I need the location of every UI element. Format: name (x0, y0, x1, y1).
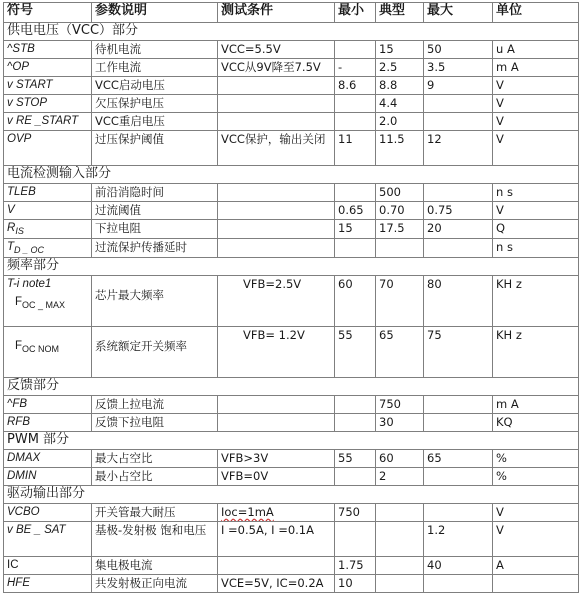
condition-cell (218, 557, 335, 575)
condition-cell (218, 113, 335, 131)
max-cell: 12 (424, 131, 493, 166)
description-cell: VCC启动电压 (92, 77, 218, 95)
table-row (4, 113, 579, 131)
max-cell: 75 (424, 327, 493, 378)
table-row (4, 202, 579, 220)
unit-cell: KH z (493, 327, 579, 378)
description-cell: 反馈上拉电流 (92, 396, 218, 414)
typ-cell (376, 575, 424, 593)
header-max: 最大 (424, 3, 493, 23)
max-cell (424, 396, 493, 414)
max-cell (424, 504, 493, 522)
description-cell: 芯片最大频率 (92, 276, 218, 327)
symbol-subscript: OC _ MAX (22, 300, 66, 310)
min-cell: 11 (335, 131, 376, 166)
section-pwm: PWM 部分 (4, 432, 579, 450)
condition-cell (218, 77, 335, 95)
table-row (4, 522, 579, 557)
max-cell (424, 184, 493, 202)
typ-cell (376, 522, 424, 557)
min-cell: 15 (335, 220, 376, 239)
symbol-main: T (7, 241, 15, 253)
unit-cell: V (493, 131, 579, 166)
symbol-cell: VCBO (4, 504, 92, 522)
typ-cell: 2.0 (376, 113, 424, 131)
symbol-cell: OVP (4, 131, 92, 166)
max-cell (424, 95, 493, 113)
max-cell: 80 (424, 276, 493, 327)
unit-cell: V (493, 113, 579, 131)
unit-cell: KH z (493, 276, 579, 327)
description-cell: 待机电流 (92, 41, 218, 59)
description-cell: 过流保护传播延时 (92, 239, 218, 258)
symbol-cell: ^OP (4, 59, 92, 77)
symbol-subscript: IS (15, 226, 24, 236)
unit-cell: % (493, 468, 579, 486)
typ-cell: 0.70 (376, 202, 424, 220)
description-cell: 反馈下拉电阻 (92, 414, 218, 432)
header-symbol: 符号 (4, 3, 92, 23)
condition-cell: VCE=5V, IC=0.2A (218, 575, 335, 593)
symbol-subscript: OC NOM (22, 344, 60, 354)
max-cell: 0.75 (424, 202, 493, 220)
condition-cell: Ioc=1mA (218, 504, 335, 522)
typ-cell (376, 239, 424, 258)
unit-cell: % (493, 450, 579, 468)
typ-cell: 11.5 (376, 131, 424, 166)
spec-table (3, 2, 579, 593)
condition-cell (218, 414, 335, 432)
description-cell: VCC重启电压 (92, 113, 218, 131)
header-description: 参数说明 (92, 3, 218, 23)
table-row (4, 184, 579, 202)
condition-cell (218, 95, 335, 113)
description-cell: 系统额定开关频率 (92, 327, 218, 378)
typ-cell: 8.8 (376, 77, 424, 95)
typ-cell: 70 (376, 276, 424, 327)
table-row (4, 77, 579, 95)
condition-cell: VCC保护，输出关闭 (218, 131, 335, 166)
condition-cell: VCC从9V降至7.5V (218, 59, 335, 77)
symbol-cell: DMIN (4, 468, 92, 486)
min-cell: 60 (335, 276, 376, 327)
max-cell: 20 (424, 220, 493, 239)
unit-cell: m A (493, 59, 579, 77)
table-row (4, 468, 579, 486)
unit-cell: V (493, 202, 579, 220)
min-cell: 750 (335, 504, 376, 522)
symbol-cell (4, 239, 92, 258)
min-cell: 1.75 (335, 557, 376, 575)
typ-cell: 30 (376, 414, 424, 432)
min-cell (335, 184, 376, 202)
condition-cell: VFB= 1.2V (218, 327, 335, 378)
table-row (4, 504, 579, 522)
symbol-note: T-i note1 (7, 278, 52, 290)
min-cell (335, 95, 376, 113)
unit-cell: Q (493, 220, 579, 239)
min-cell: 0.65 (335, 202, 376, 220)
typ-cell: 15 (376, 41, 424, 59)
description-cell: 集电极电流 (92, 557, 218, 575)
typ-cell (376, 504, 424, 522)
header-min: 最小 (335, 3, 376, 23)
section-vcc: 供电电压（VCC）部分 (4, 23, 579, 41)
typ-cell: 65 (376, 327, 424, 378)
typ-cell: 4.4 (376, 95, 424, 113)
description-cell: 欠压保护电压 (92, 95, 218, 113)
description-cell: 工作电流 (92, 59, 218, 77)
max-cell (424, 239, 493, 258)
description-cell: 前沿消隐时间 (92, 184, 218, 202)
section-feedback: 反馈部分 (4, 378, 579, 396)
typ-cell: 2 (376, 468, 424, 486)
table-row (4, 59, 579, 77)
typ-cell: 750 (376, 396, 424, 414)
symbol-cell: v BE _ SAT (4, 522, 92, 557)
unit-cell: n s (493, 239, 579, 258)
symbol-cell: v RE _START (4, 113, 92, 131)
header-row (4, 3, 579, 23)
condition-cell (218, 220, 335, 239)
table-row (4, 575, 579, 593)
condition-cell: VFB=0V (218, 468, 335, 486)
symbol-cell: DMAX (4, 450, 92, 468)
symbol-cell (4, 276, 92, 327)
header-unit: 单位 (493, 3, 579, 23)
table-row (4, 396, 579, 414)
min-cell (335, 113, 376, 131)
max-cell (424, 575, 493, 593)
min-cell: 10 (335, 575, 376, 593)
min-cell (335, 41, 376, 59)
description-cell: 最大占空比 (92, 450, 218, 468)
symbol-cell: ^STB (4, 41, 92, 59)
symbol-cell: IC (4, 557, 92, 575)
max-cell (424, 414, 493, 432)
description-cell: 基极-发射极 饱和电压 (92, 522, 218, 557)
table-row (4, 131, 579, 166)
max-cell (424, 113, 493, 131)
min-cell (335, 522, 376, 557)
unit-cell: u A (493, 41, 579, 59)
condition-cell: VFB>3V (218, 450, 335, 468)
min-cell: 55 (335, 327, 376, 378)
unit-cell (493, 575, 579, 593)
table-row (4, 414, 579, 432)
description-cell: 共发射极正向电流 (92, 575, 218, 593)
symbol-cell: HFE (4, 575, 92, 593)
condition-cell: I =0.5A, I =0.1A (218, 522, 335, 557)
min-cell (335, 468, 376, 486)
condition-cell (218, 184, 335, 202)
condition-cell (218, 202, 335, 220)
min-cell: 55 (335, 450, 376, 468)
unit-cell: V (493, 77, 579, 95)
max-cell: 65 (424, 450, 493, 468)
symbol-cell: ^FB (4, 396, 92, 414)
min-cell: 8.6 (335, 77, 376, 95)
symbol-cell (4, 220, 92, 239)
symbol-cell: RFB (4, 414, 92, 432)
symbol-cell: TLEB (4, 184, 92, 202)
description-cell: 最小占空比 (92, 468, 218, 486)
symbol-cell: v STOP (4, 95, 92, 113)
header-condition: 测试条件 (218, 3, 335, 23)
symbol-subscript: D _ OC (14, 245, 45, 255)
typ-cell: 17.5 (376, 220, 424, 239)
description-cell: 下拉电阻 (92, 220, 218, 239)
condition-cell (218, 396, 335, 414)
condition-cell (218, 239, 335, 258)
table-row (4, 276, 579, 327)
unit-cell: V (493, 522, 579, 557)
section-frequency: 频率部分 (4, 258, 579, 276)
max-cell: 1.2 (424, 522, 493, 557)
description-cell: 过流阈值 (92, 202, 218, 220)
header-typ: 典型 (376, 3, 424, 23)
table-row (4, 450, 579, 468)
table-row (4, 41, 579, 59)
table-row (4, 557, 579, 575)
unit-cell: V (493, 504, 579, 522)
section-current: 电流检测输入部分 (4, 166, 579, 184)
min-cell (335, 414, 376, 432)
max-cell (424, 468, 493, 486)
unit-cell: KQ (493, 414, 579, 432)
typ-cell: 500 (376, 184, 424, 202)
table-row (4, 327, 579, 378)
symbol-main: R (7, 222, 16, 234)
typ-cell: 2.5 (376, 59, 424, 77)
min-cell (335, 239, 376, 258)
unit-cell: V (493, 95, 579, 113)
symbol-cell: v START (4, 77, 92, 95)
table-row (4, 239, 579, 258)
description-cell: 过压保护阈值 (92, 131, 218, 166)
min-cell: - (335, 59, 376, 77)
max-cell: 3.5 (424, 59, 493, 77)
max-cell: 50 (424, 41, 493, 59)
symbol-main: F (15, 340, 23, 352)
section-drive: 驱动输出部分 (4, 486, 579, 504)
min-cell (335, 396, 376, 414)
unit-cell: n s (493, 184, 579, 202)
typ-cell (376, 557, 424, 575)
symbol-cell (4, 327, 92, 378)
typ-cell: 60 (376, 450, 424, 468)
unit-cell: A (493, 557, 579, 575)
symbol-main: F (15, 296, 23, 308)
max-cell: 9 (424, 77, 493, 95)
table-row (4, 220, 579, 239)
symbol-cell: V (4, 202, 92, 220)
table-row (4, 95, 579, 113)
condition-cell: VCC=5.5V (218, 41, 335, 59)
condition-cell: VFB=2.5V (218, 276, 335, 327)
unit-cell: m A (493, 396, 579, 414)
description-cell: 开关管最大耐压 (92, 504, 218, 522)
max-cell: 40 (424, 557, 493, 575)
